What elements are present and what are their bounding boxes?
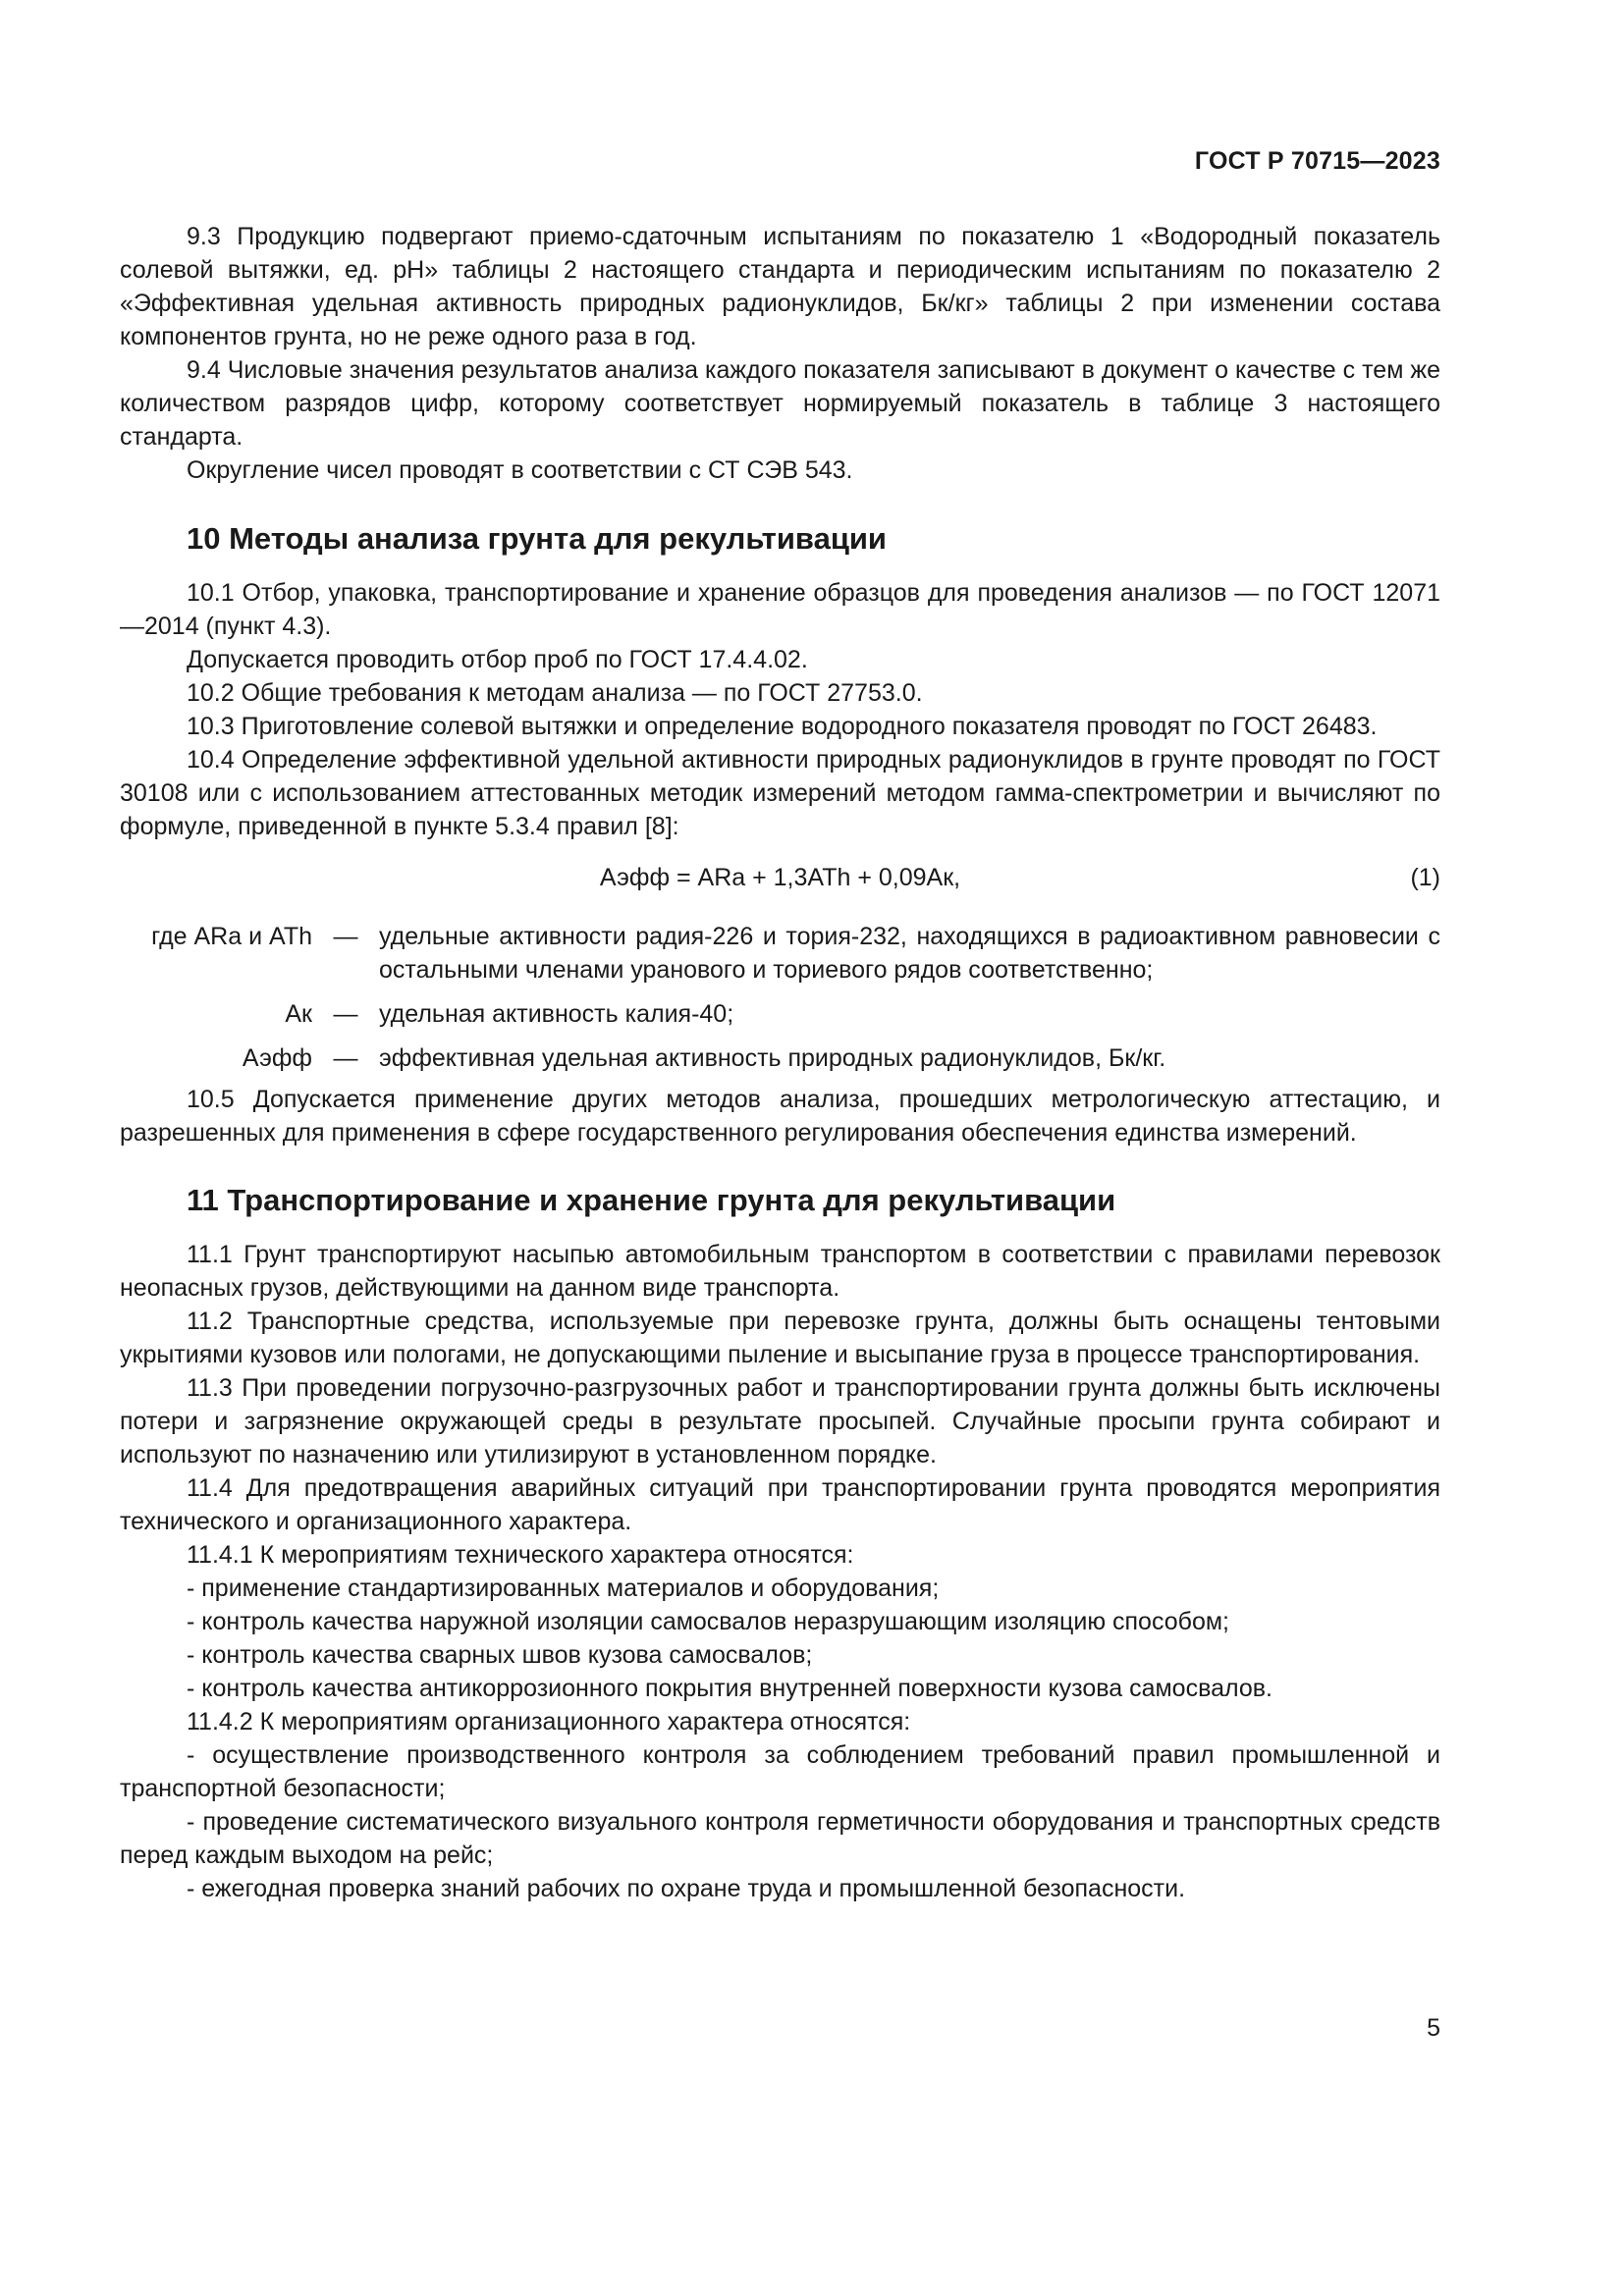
definition-dash: — xyxy=(333,1000,358,1028)
list-item: - контроль качества сварных швов кузова самосвалов; xyxy=(187,1641,813,1669)
paragraph-11-3: 11.3 При проведении погрузочно-разгрузочных работ и транспортировании грунта должны быть исключены потери и загрязнение окружающей среды в результате просыпей. Случайные просыпи грунта собирают и используют по назначению или утилизируют в установленном порядке. xyxy=(120,1374,1440,1468)
definition-text: удельные активности радия-226 и тория-232, находящихся в радиоактивном равновесии с остальными членами уранового и ториевого рядов соответственно; xyxy=(379,923,1440,984)
page-number: 5 xyxy=(1427,2014,1440,2042)
paragraph-10-1: 10.1 Отбор, упаковка, транспортирование и хранение образцов для проведения анализов — по ГОСТ 12071—2014 (пункт 4.3). xyxy=(120,579,1440,640)
definition-dash: — xyxy=(333,1044,358,1072)
definition-text: удельная активность калия-40; xyxy=(379,1000,734,1028)
list-item: - применение стандартизированных материалов и оборудования; xyxy=(187,1575,940,1602)
section-11-heading: 11 Транспортирование и хранение грунта для рекультивации xyxy=(187,1183,1116,1217)
definition-row xyxy=(120,987,1440,1031)
page-content xyxy=(120,220,1440,1905)
paragraph-sampling: Допускается проводить отбор проб по ГОСТ 17.4.4.02. xyxy=(187,646,808,673)
definition-symbol: Аэфф xyxy=(242,1044,312,1072)
paragraph-11-4-2: 11.4.2 К мероприятиям организационного характера относятся: xyxy=(187,1708,911,1735)
list-item: - проведение систематического визуального контроля герметичности оборудования и транспортных средств перед каждым выходом на рейс; xyxy=(120,1808,1440,1869)
formula-row xyxy=(120,861,1440,894)
paragraph-11-4-1: 11.4.1 К мероприятиям технического характера относятся: xyxy=(187,1541,854,1569)
list-item: - осуществление производственного контроля за соблюдением требований правил промышленной и транспортной безопасности; xyxy=(120,1741,1440,1802)
paragraph-11-4: 11.4 Для предотвращения аварийных ситуаций при транспортировании грунта проводятся мероприятия технического и организационного характера. xyxy=(120,1474,1440,1535)
definition-text: эффективная удельная активность природных радионуклидов, Бк/кг. xyxy=(379,1044,1166,1072)
definition-row xyxy=(120,1031,1440,1075)
paragraph-rounding: Округление чисел проводят в соответствии с СТ СЭВ 543. xyxy=(187,456,853,484)
paragraph-11-2: 11.2 Транспортные средства, используемые при перевозке грунта, должны быть оснащены тентовыми укрытиями кузовов или пологами, не допускающими пыление и высыпание груза в процессе транспортирования. xyxy=(120,1308,1440,1368)
definition-symbol: где ARa и ATh xyxy=(151,923,312,950)
paragraph-9-3: 9.3 Продукцию подвергают приемо-сдаточным испытаниям по показателю 1 «Водородный показатель солевой вытяжки, ед. pH» таблицы 2 настоящего стандарта и периодическим испытаниям по показателю 2 «Эффективная удельная активность природных радионуклидов, Бк/кг» таблицы 2 при изменении состава компонентов грунта, но не реже одного раза в год. xyxy=(120,223,1440,350)
formula-number: (1) xyxy=(1410,864,1440,891)
paragraph-10-4: 10.4 Определение эффективной удельной активности природных радионуклидов в грунте проводят по ГОСТ 30108 или с использованием аттестованных методик измерений методом гамма-спектрометрии и вычисляют по формуле, приведенной в пункте 5.3.4 правил [8]: xyxy=(120,746,1440,840)
paragraph-10-3: 10.3 Приготовление солевой вытяжки и определение водородного показателя проводят по ГОСТ 26483. xyxy=(187,713,1378,740)
list-item: - ежегодная проверка знаний рабочих по охране труда и промышленной безопасности. xyxy=(187,1875,1186,1902)
section-10-heading: 10 Методы анализа грунта для рекультивации xyxy=(187,521,887,556)
definition-row xyxy=(120,920,1440,987)
list-item: - контроль качества наружной изоляции самосвалов неразрушающим изоляцию способом; xyxy=(187,1608,1229,1635)
definition-symbol: Ак xyxy=(285,1000,312,1028)
paragraph-10-2: 10.2 Общие требования к методам анализа — по ГОСТ 27753.0. xyxy=(187,679,923,707)
doc-code-header: ГОСТ Р 70715—2023 xyxy=(1194,147,1440,175)
formula: Аэфф = АRa + 1,3ATh + 0,09Ак, xyxy=(599,864,961,891)
list-item: - контроль качества антикоррозионного покрытия внутренней поверхности кузова самосвалов. xyxy=(187,1675,1272,1702)
paragraph-11-1: 11.1 Грунт транспортируют насыпью автомобильным транспортом в соответствии с правилами перевозок неопасных грузов, действующими на данном виде транспорта. xyxy=(120,1241,1440,1302)
paragraph-10-5: 10.5 Допускается применение других методов анализа, прошедших метрологическую аттестацию, и разрешенных для применения в сфере государственного регулирования обеспечения единства измерений. xyxy=(120,1086,1440,1147)
paragraph-9-4: 9.4 Числовые значения результатов анализа каждого показателя записывают в документ о качестве с тем же количеством разрядов цифр, которому соответствует нормируемый показатель в таблице 3 настоящего стандарта. xyxy=(120,356,1440,451)
definition-dash: — xyxy=(333,923,358,950)
formula-definitions xyxy=(120,920,1440,1075)
